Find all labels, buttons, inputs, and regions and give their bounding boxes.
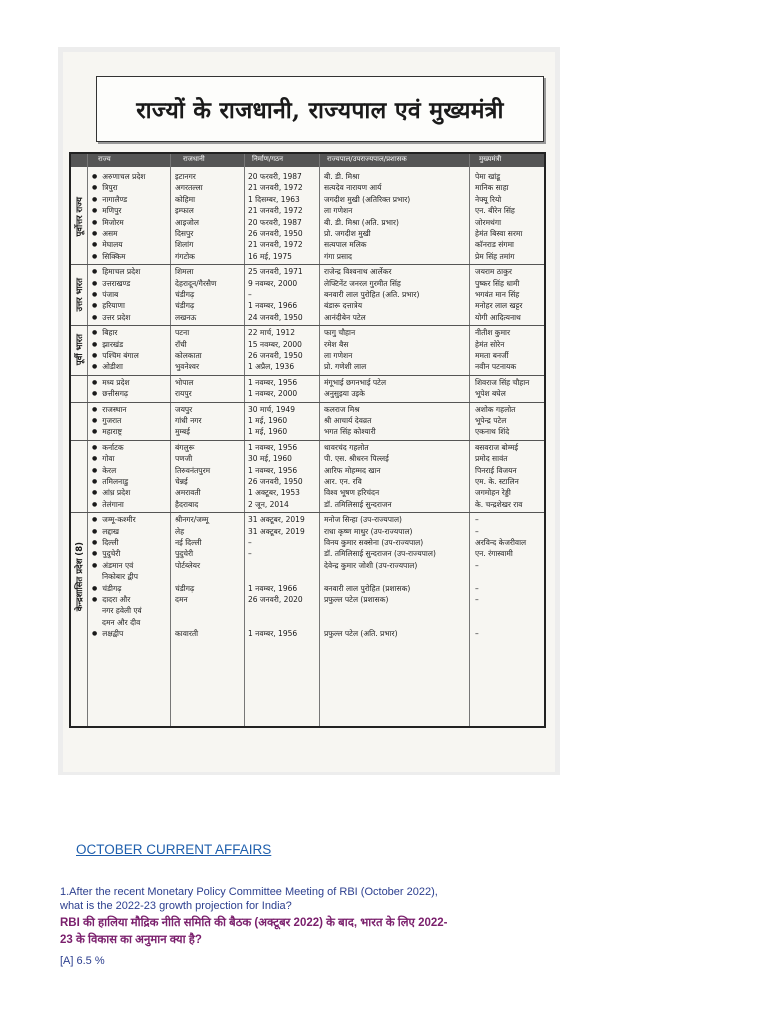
state-name: ● गुजरात [92, 415, 121, 427]
governor: प्रफुल्ल पटेल (प्रशासक) [324, 595, 389, 604]
region-label [72, 327, 86, 373]
formation-date: – [248, 538, 252, 547]
formation-date: 15 नवम्बर, 2000 [248, 339, 302, 349]
formation-date: 26 जनवरी, 1950 [248, 351, 303, 360]
header-formation: निर्माण/गठन [252, 155, 284, 163]
formation-date: 20 फरवरी, 1987 [248, 217, 302, 227]
formation-date: 21 जनवरी, 1972 [248, 206, 303, 216]
governor: विश्व भूषण हरिचंदन [324, 488, 380, 498]
chief-minister: पेमा खांडू [475, 172, 501, 181]
table-row [71, 182, 544, 193]
capital: पणजी [175, 454, 193, 464]
capital: जयपुर [175, 404, 193, 414]
chief-minister: नवीन पटनायक [475, 362, 517, 372]
state-name: ● सिक्किम [92, 251, 126, 263]
state-name: ● तमिलनाडु [92, 476, 128, 488]
state-name: ● बिहार [92, 327, 117, 339]
chief-minister: मानिक साहा [475, 183, 509, 193]
chief-minister: नीतीश कुमार [475, 328, 511, 338]
table-row [71, 476, 544, 487]
capital: अमरावती [175, 488, 201, 498]
header-cm: मुख्यमंत्री [479, 155, 502, 163]
governor: बी. डी. मिश्रा [324, 172, 360, 181]
region-label-text: केन्द्रशासित प्रदेश (8) [74, 542, 85, 612]
table-row [71, 415, 544, 426]
table-row [71, 350, 544, 361]
formation-date: 21 जनवरी, 1972 [248, 240, 303, 250]
state-name: नगर हवेली एवं [102, 606, 142, 616]
table-row [71, 514, 544, 525]
formation-date: 1 नवम्बर, 1956 [248, 377, 298, 387]
state-name: ● अंडमान एवं [92, 560, 133, 572]
chief-minister: कॉनराड संगमा [475, 240, 514, 250]
state-name: ● नागालैण्ड [92, 194, 127, 206]
chief-minister: जगमोहन रेड्डी [475, 488, 511, 498]
chief-minister: एन. बीरेन सिंह [475, 206, 515, 216]
table-row [71, 278, 544, 289]
capital: राँची [175, 339, 187, 349]
states-table [69, 152, 546, 728]
table-row [71, 453, 544, 464]
region-label-text: पूर्वी भारत [74, 334, 85, 366]
table-row [71, 300, 544, 311]
state-name: ● महाराष्ट्र [92, 426, 122, 438]
capital: अगरतल्ला [175, 183, 203, 193]
scan-title-box [96, 76, 544, 142]
table-row [71, 339, 544, 350]
chief-minister: के. चन्द्रशेखर राव [475, 499, 523, 509]
chief-minister: भूपेश बघेल [475, 389, 506, 399]
table-row [71, 266, 544, 277]
chief-minister: – [475, 515, 479, 525]
formation-date: 1 नवम्बर, 1956 [248, 629, 298, 639]
chief-minister: एन. रंगास्वामी [475, 549, 513, 559]
table-row [71, 239, 544, 250]
governor: प्रो. जगदीश मुखी [324, 229, 371, 238]
governor: डॉ. तमिलिसाई सुन्दराजन (उप-राज्यपाल) [324, 549, 436, 559]
table-row [71, 426, 544, 437]
chief-minister: प्रेम सिंह तमांग [475, 251, 515, 261]
region-label [72, 266, 86, 323]
governor: आर. एन. रवि [324, 477, 362, 486]
table-row [71, 594, 544, 605]
table-row [71, 583, 544, 594]
capital: शिलांग [175, 240, 194, 250]
formation-date: 21 जनवरी, 1972 [248, 183, 303, 193]
state-name: ● उत्तराखण्ड [92, 278, 130, 290]
state-name: ● मणिपुर [92, 205, 121, 217]
group-divider [71, 264, 544, 265]
state-name: ● त्रिपुरा [92, 182, 118, 194]
group-divider [71, 402, 544, 403]
region-label-text: पूर्वोत्तर राज्य [74, 196, 85, 237]
governor: राधा कृष्ण माथुर (उप-राज्यपाल) [324, 526, 413, 536]
governor: बंडारू दत्तात्रेय [324, 301, 363, 311]
formation-date: 20 फरवरी, 1987 [248, 172, 302, 181]
capital: हैदराबाद [175, 499, 199, 509]
capital: चंडीगढ़ [175, 583, 195, 593]
table-row [71, 171, 544, 182]
state-name: ● पंजाब [92, 289, 118, 301]
capital: कोहिमा [175, 194, 196, 204]
formation-date: 1 नवम्बर, 1956 [248, 442, 298, 452]
governor: आनंदीबेन पटेल [324, 312, 366, 322]
governor: गंगा प्रसाद [324, 251, 353, 261]
chief-minister: जयराम ठाकुर [475, 267, 512, 277]
formation-date: 1 मई, 1960 [248, 416, 288, 425]
table-row [71, 560, 544, 571]
chief-minister: भूपेन्द्र पटेल [475, 416, 507, 425]
chief-minister: शिवराज सिंह चौहान [475, 377, 530, 387]
chief-minister: नेफ्यू रियो [475, 194, 502, 204]
table-row [71, 499, 544, 510]
state-name: ● केरल [92, 465, 116, 477]
formation-date: 24 जनवरी, 1950 [248, 312, 303, 322]
table-row [71, 228, 544, 239]
state-name: ● लद्दाख [92, 526, 119, 538]
state-name: ● कर्नाटक [92, 442, 124, 454]
capital: भोपाल [175, 377, 194, 387]
state-name: ● पुदुचेरी [92, 548, 120, 560]
capital: लेह [175, 526, 185, 536]
capital: चेन्नई [175, 477, 188, 486]
chief-minister: जोरमथंगा [475, 217, 502, 227]
state-name: ● मिजोरम [92, 217, 124, 229]
formation-date: 31 अक्टूबर, 2019 [248, 515, 305, 525]
state-name: ● ओडीशा [92, 361, 123, 373]
governor: देवेन्द्र कुमार जोशी (उप-राज्यपाल) [324, 560, 418, 570]
state-name: ● तेलंगाना [92, 499, 124, 511]
formation-date: 1 अक्टूबर, 1953 [248, 488, 300, 498]
formation-date: 1 मई, 1960 [248, 427, 288, 437]
chief-minister: – [475, 629, 479, 639]
table-row [71, 361, 544, 372]
table-row [71, 571, 544, 582]
table-row [71, 465, 544, 476]
chief-minister: प्रमोद सावंत [475, 454, 508, 464]
state-name: दमन और दीव [102, 617, 141, 627]
chief-minister: – [475, 583, 479, 593]
capital: दमन [175, 595, 188, 604]
governor: प्रफुल्ल पटेल (अति. प्रभार) [324, 629, 398, 639]
formation-date: 9 नवम्बर, 2000 [248, 278, 298, 288]
chief-minister: – [475, 595, 479, 604]
governor: सत्यदेव नारायण आर्य [324, 183, 382, 193]
formation-date: 30 मई, 1960 [248, 454, 292, 464]
state-name: ● लक्षद्वीप [92, 628, 123, 640]
governor: सत्यपाल मलिक [324, 240, 367, 250]
table-row [71, 537, 544, 548]
formation-date: 1 नवम्बर, 1966 [248, 301, 298, 311]
scan-title: राज्यों के राजधानी, राज्यपाल एवं मुख्यमंत्री [136, 97, 504, 124]
governor: ला गणेशन [324, 206, 353, 216]
table-header [71, 154, 544, 167]
table-row [71, 377, 544, 388]
table-row [71, 205, 544, 216]
table-row [71, 194, 544, 205]
group-divider [71, 325, 544, 326]
formation-date: 25 जनवरी, 1971 [248, 267, 303, 277]
section-heading: OCTOBER CURRENT AFFAIRS [76, 842, 272, 857]
governor: राजेन्द्र विश्वनाथ आर्लेकर [324, 267, 392, 277]
group-divider [71, 375, 544, 376]
header-state: राज्य [98, 155, 111, 163]
header-capital: राजधानी [183, 155, 205, 163]
capital: आइजोल [175, 217, 199, 227]
capital: कावारती [175, 629, 199, 639]
governor: श्री आचार्य देवव्रत [324, 416, 372, 425]
table-row [71, 526, 544, 537]
formation-date: 16 मई, 1975 [248, 251, 292, 261]
table-row [71, 251, 544, 262]
state-name: ● अरुणाचल प्रदेश [92, 171, 145, 183]
governor: कलराज मिश्र [324, 404, 360, 414]
chief-minister: – [475, 526, 479, 536]
formation-date: – [248, 290, 252, 299]
region-label [72, 514, 86, 639]
group-divider [71, 440, 544, 441]
table-row [71, 605, 544, 616]
table-row [71, 617, 544, 628]
state-name: ● गोवा [92, 453, 115, 465]
state-name: ● उत्तर प्रदेश [92, 312, 130, 324]
state-name: ● हिमाचल प्रदेश [92, 266, 140, 278]
governor: थावरचंद गहलोत [324, 442, 369, 452]
capital: पुदुचेरी [175, 549, 194, 559]
state-name: ● असम [92, 228, 118, 240]
formation-date: 1 दिसम्बर, 1963 [248, 194, 300, 204]
capital: मुम्बई [175, 427, 190, 437]
governor: बी. डी. मिश्रा (अति. प्रभार) [324, 217, 399, 227]
table-row [71, 487, 544, 498]
table-row [71, 312, 544, 323]
table-row [71, 628, 544, 639]
capital: शिमला [175, 267, 194, 277]
chief-minister: योगी आदित्यनाथ [475, 312, 521, 322]
capital: चंडीगढ़ [175, 290, 195, 299]
capital: पटना [175, 328, 190, 338]
state-name: ● दादरा और [92, 594, 130, 606]
capital: श्रीनगर/जम्मू [175, 515, 209, 525]
state-name: ● आंध्र प्रदेश [92, 487, 130, 499]
governor: भगत सिंह कोश्यारी [324, 427, 376, 437]
header-governor: राज्यपाल/उपराज्यपाल/प्रशासक [327, 155, 407, 163]
state-name: ● मेघालय [92, 239, 123, 251]
governor: डॉ. तमिलिसाई सुन्दराजन [324, 499, 392, 509]
state-name: ● झारखंड [92, 339, 123, 351]
state-name: ● चंडीगढ़ [92, 583, 121, 595]
formation-date: – [248, 549, 252, 559]
capital: गंगटोक [175, 251, 195, 261]
table-row [71, 388, 544, 399]
governor: पी. एस. श्रीधरन पिल्लई [324, 454, 389, 464]
chief-minister: अशोक गहलोत [475, 404, 516, 414]
chief-minister: अरविन्द केजरीवाल [475, 538, 527, 547]
formation-date: 26 जनवरी, 1950 [248, 477, 303, 486]
table-row [71, 548, 544, 559]
formation-date: 1 नवम्बर, 1956 [248, 465, 298, 475]
chief-minister: हेमंत बिस्वा सरमा [475, 229, 523, 238]
state-name: ● पश्चिम बंगाल [92, 350, 139, 362]
governor: बनवारी लाल पुरोहित (अति. प्रभार) [324, 290, 420, 299]
capital: इम्फाल [175, 206, 194, 216]
chief-minister: पुष्कर सिंह धामी [475, 278, 520, 288]
capital: देहरादून/गैरसैण [175, 278, 217, 288]
governor: आरिफ मोहम्मद खान [324, 465, 381, 475]
formation-date: 26 जनवरी, 2020 [248, 595, 303, 604]
formation-date: 1 नवम्बर, 1966 [248, 583, 298, 593]
governor: लेफ्टिनेंट जनरल गुरमीत सिंह [324, 278, 401, 288]
capital: लखनऊ [175, 312, 197, 322]
chief-minister: पिनराई विजयन [475, 465, 517, 475]
governor: जगदीश मुखी (अतिरिक्त प्रभार) [324, 194, 411, 204]
governor: मनोज सिन्हा (उप-राज्यपाल) [324, 515, 402, 525]
state-name: ● हरियाणा [92, 300, 125, 312]
chief-minister: ममता बनर्जी [475, 351, 509, 360]
question-hindi: RBI की हालिया मौद्रिक नीति समिति की बैठक (अक्टूबर 2022) के बाद, भारत के लिए 2022-23 के विकास का अनुमान क्या है? [60, 917, 448, 946]
governor: मंगूभाई छगनभाई पटेल [324, 377, 387, 387]
state-name: ● जम्मू-कश्मीर [92, 514, 136, 526]
capital: बंगलुरू [175, 442, 195, 452]
region-label [72, 171, 86, 262]
capital: पोर्टब्लेयर [175, 560, 201, 570]
state-name: निकोबार द्वीप [102, 572, 138, 582]
capital: तिरुवनंतपुरम [175, 465, 211, 475]
formation-date: 1 नवम्बर, 2000 [248, 389, 298, 399]
capital: दिसपुर [175, 229, 194, 238]
governor: फागु चौहान [324, 328, 356, 338]
table-row [71, 442, 544, 453]
governor: विनय कुमार सक्सेना (उप-राज्यपाल) [324, 538, 424, 547]
table-row [71, 217, 544, 228]
group-divider [71, 512, 544, 513]
chief-minister: मनोहर लाल खट्टर [475, 301, 523, 311]
chief-minister: – [475, 560, 479, 570]
chief-minister: एम. के. स्टालिन [475, 477, 519, 486]
question-english: 1.After the recent Monetary Policy Committee Meeting of RBI (October 2022), what is the 2022-23 growth projection for India? [60, 886, 438, 912]
capital: भुवनेश्वर [175, 362, 200, 372]
state-name: ● राजस्थान [92, 404, 127, 416]
capital: नई दिल्ली [175, 538, 202, 547]
formation-date: 30 मार्च, 1949 [248, 404, 295, 414]
table-row [71, 327, 544, 338]
state-name: ● मध्य प्रदेश [92, 377, 130, 389]
state-name: ● छत्तीसगढ़ [92, 388, 128, 400]
governor: बनवारी लाल पुरोहित (प्रशासक) [324, 583, 411, 593]
capital: इटानगर [175, 172, 196, 181]
chief-minister: बसवराज बोम्मई [475, 442, 519, 452]
governor: ला गणेशन [324, 351, 353, 360]
region-label-text: उत्तर भारत [74, 277, 85, 312]
state-name: ● दिल्ली [92, 537, 119, 549]
chief-minister: एकनाथ शिंदे [475, 427, 510, 437]
capital: गांधी नगर [175, 416, 202, 425]
capital: कोलकाता [175, 351, 202, 360]
governor: रमेश बैस [324, 339, 349, 349]
answer-option: [A] 6.5 % [60, 955, 105, 967]
formation-date: 2 जून, 2014 [248, 499, 289, 509]
governor: प्रो. गणेशी लाल [324, 362, 367, 372]
formation-date: 22 मार्च, 1912 [248, 328, 295, 338]
chief-minister: हेमंत सोरेन [475, 339, 505, 349]
capital: चंडीगढ़ [175, 301, 195, 311]
table-row [71, 289, 544, 300]
chief-minister: भगवंत मान सिंह [475, 290, 520, 299]
table-row [71, 404, 544, 415]
governor: अनुसुइया उइके [324, 389, 365, 399]
capital: रायपुर [175, 389, 192, 399]
formation-date: 31 अक्टूबर, 2019 [248, 526, 305, 536]
formation-date: 26 जनवरी, 1950 [248, 229, 303, 238]
formation-date: 1 अप्रैल, 1936 [248, 362, 295, 372]
